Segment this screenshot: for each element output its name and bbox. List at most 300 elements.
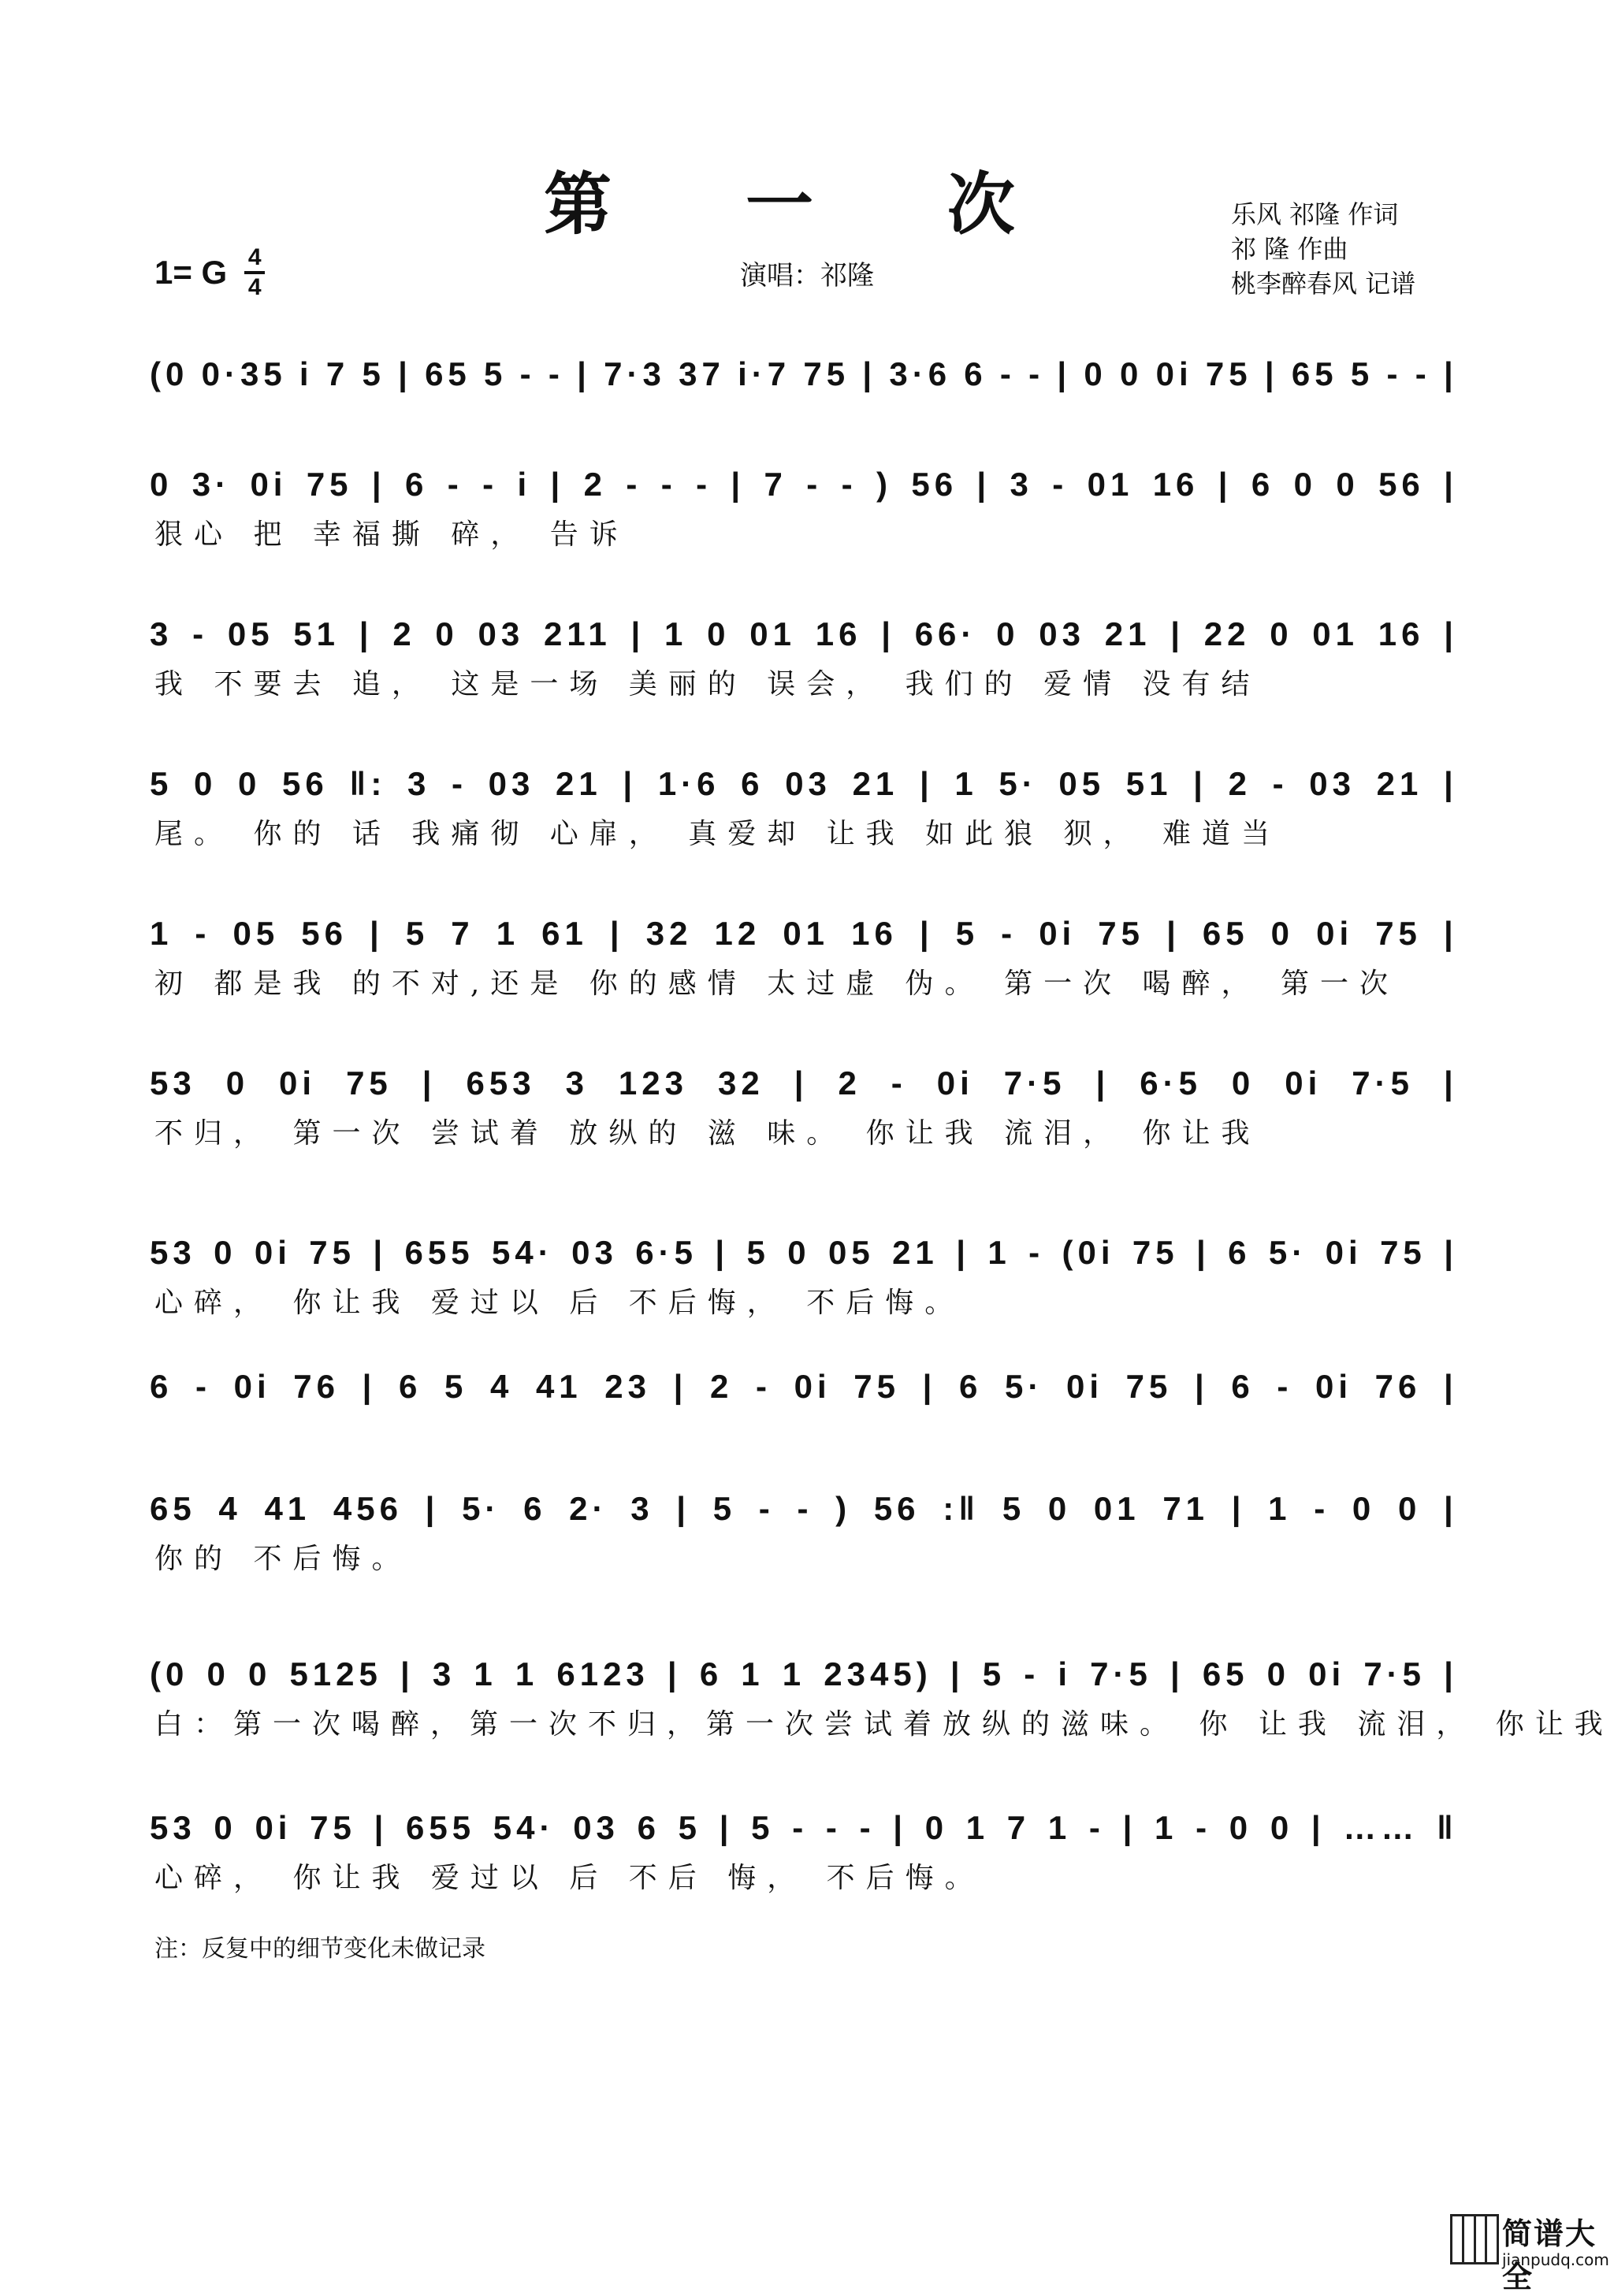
note-group: 6·5 (1140, 1064, 1202, 1102)
lyric-line: 心碎， 你让我 爱过以 后 不后悔， 不后悔。 (154, 1286, 965, 1319)
note-group: 75 (1380, 1234, 1426, 1271)
note-group: 7·3 (604, 355, 666, 392)
note-group: 21 (556, 765, 602, 802)
note-group: 0 (247, 1655, 272, 1692)
key-signature (154, 246, 265, 299)
notation-line (150, 347, 1458, 402)
credits-block (1231, 197, 1483, 301)
note-group: 7·5 (1352, 1064, 1414, 1102)
note-group: 0i (254, 1234, 292, 1271)
notation-line (150, 457, 1458, 512)
note-group: 56 (282, 765, 329, 802)
note-group: (0i (1062, 1234, 1115, 1271)
note-group: 0 (1084, 355, 1107, 392)
footnote: 注：反复中的细节变化未做记录 (154, 1935, 485, 1963)
note-group: i·7 (738, 355, 791, 392)
barline: | (1166, 915, 1181, 952)
note-group: - (756, 1368, 772, 1405)
barline: ‖: (349, 765, 387, 802)
note-group: 0i (1285, 1064, 1322, 1102)
note-group: 6 (959, 1368, 983, 1405)
barline: | (398, 355, 412, 392)
note-group: 1 (496, 915, 520, 952)
note-group: 65 (425, 355, 471, 392)
note-group: - (696, 466, 712, 503)
piano-keys-icon (1450, 2214, 1499, 2264)
note-group: 56 (911, 466, 958, 503)
note-group: 0i (1308, 1655, 1346, 1692)
note-group: - (1001, 915, 1017, 952)
score-system (150, 607, 1458, 701)
note-group: 456 (333, 1490, 403, 1527)
lyric-line: 尾。 你的 话 我痛彻 心扉， 真爱却 让我 如此狼 狈， 难道当 (154, 817, 1281, 850)
note-group: 0 (1047, 1490, 1072, 1527)
note-group: 16 (1152, 466, 1199, 503)
note-group: 54· (493, 1809, 556, 1846)
note-group: 6 (405, 466, 429, 503)
barline: | (893, 1809, 908, 1846)
note-group: 2· (569, 1490, 608, 1527)
score-system (150, 906, 1458, 1001)
note-group: 7 (325, 355, 350, 392)
note-group: 1 (1047, 1809, 1072, 1846)
note-group: 0i (250, 466, 288, 503)
barline: | (976, 466, 991, 503)
note-group: 01 (1093, 1490, 1140, 1527)
note-group: 16 (815, 615, 862, 652)
transcriber-credit: 桃李醉春风 记谱 (1231, 269, 1416, 299)
note-group: 0i (794, 1368, 831, 1405)
note-group: 61 (541, 915, 588, 952)
barline: | (1444, 615, 1458, 652)
note-group: 6 (399, 1368, 422, 1405)
note-group: 16 (1378, 615, 1425, 652)
watermark-url: jianpudq.com (1502, 2250, 1609, 2269)
note-group: 01 (1312, 615, 1359, 652)
note-group: 5 (405, 915, 430, 952)
note-group: 6 (150, 1368, 173, 1405)
barline: | (919, 915, 934, 952)
note-group: 2 (392, 615, 416, 652)
barline: | (1170, 1655, 1184, 1692)
barline: | (550, 466, 565, 503)
score-system (150, 756, 1458, 851)
note-group: ) (835, 1490, 852, 1527)
note-group: 0 (996, 615, 1020, 652)
note-group: 0 (1270, 1809, 1294, 1846)
barline: | (374, 1809, 389, 1846)
note-group: 2345) (824, 1655, 932, 1692)
note-group: 1 (782, 1655, 806, 1692)
note-group: 0i (1315, 1368, 1353, 1405)
note-group: 0 (1397, 1490, 1422, 1527)
note-group: 0 (214, 1809, 237, 1846)
note-group: 5 (150, 765, 173, 802)
note-group: - (999, 355, 1016, 392)
note-group: - (891, 1064, 907, 1102)
note-group: 0 (225, 1064, 250, 1102)
lyric-line: 我 不要去 追， 这是一场 美丽的 误会， 我们的 爱情 没有结 (154, 667, 1261, 700)
note-group: …… (1343, 1809, 1419, 1846)
note-group: 5 (1002, 1490, 1026, 1527)
note-group: 0 (1229, 1809, 1253, 1846)
note-group: 03 (488, 765, 535, 802)
note-group: 123 (618, 1064, 688, 1102)
score-system (150, 1359, 1458, 1454)
note-group: 0 (150, 466, 173, 503)
note-group: 75 (1132, 1234, 1179, 1271)
barline: | (881, 615, 895, 652)
barline: | (362, 1368, 377, 1405)
lyric-line: 心碎， 你让我 爱过以 后 不后 悔， 不后悔。 (154, 1861, 984, 1894)
barline: | (1311, 1809, 1326, 1846)
note-group: 0 (1293, 466, 1317, 503)
note-group: 1 (474, 1655, 497, 1692)
notation-line (150, 1056, 1458, 1111)
note-group: 65 (1291, 355, 1338, 392)
note-group: 65 (1202, 915, 1249, 952)
note-group: 6 (699, 1655, 723, 1692)
note-group: 655 (404, 1234, 474, 1271)
note-group: 03 (573, 1809, 619, 1846)
note-group: 05 (232, 915, 280, 952)
key-label: 1= G (154, 254, 228, 291)
note-group: - (1277, 1368, 1293, 1405)
notation-line (150, 1647, 1458, 1702)
note-group: 21 (1376, 765, 1423, 802)
note-group: 211 (544, 615, 612, 652)
score-system (150, 1481, 1458, 1576)
note-group: 3 (432, 1655, 456, 1692)
barline: | (1195, 1368, 1209, 1405)
barline: | (1193, 765, 1207, 802)
barline: | (1444, 1655, 1458, 1692)
note-group: 7 (451, 915, 474, 952)
watermark-name: 简谱大全 (1502, 2216, 1597, 2294)
note-group: 6 (964, 355, 987, 392)
lyric-line (150, 1414, 1458, 1454)
barline: | (370, 915, 384, 952)
note-group: 75 (1098, 915, 1144, 952)
note-group: 6 (637, 1809, 660, 1846)
note-group: 76 (293, 1368, 340, 1405)
score-system (150, 1056, 1458, 1150)
note-group: 16 (851, 915, 898, 952)
note-group: 6123 (556, 1655, 649, 1692)
note-group: 2 (1228, 765, 1251, 802)
barline: | (1122, 1809, 1137, 1846)
note-group: 0 (924, 1809, 949, 1846)
note-group: 6 (523, 1490, 547, 1527)
note-group: 65 (1202, 1655, 1249, 1692)
note-group: 0 (1336, 466, 1359, 503)
note-group: - (451, 765, 467, 802)
note-group: 0 (707, 615, 731, 652)
note-group: 5 (1350, 355, 1374, 392)
note-group: - (797, 1490, 813, 1527)
barline: | (1444, 1234, 1458, 1271)
note-group: - (825, 1809, 842, 1846)
note-group: - (758, 1490, 775, 1527)
barline: | (425, 1490, 440, 1527)
note-group: 0i (1039, 915, 1077, 952)
notation-line (150, 756, 1458, 812)
note-group: 21 (892, 1234, 939, 1271)
notation-line (150, 1800, 1458, 1856)
note-group: - (195, 915, 211, 952)
barline: | (1170, 615, 1184, 652)
note-group: 0 (206, 1655, 230, 1692)
note-group: 653 (466, 1064, 536, 1102)
note-group: 3 (565, 1064, 589, 1102)
notation-line (150, 906, 1458, 961)
score-system (150, 457, 1458, 552)
barline: | (577, 355, 591, 392)
note-group: i (299, 355, 314, 392)
note-group: - (1028, 1234, 1045, 1271)
note-group: 3·6 (889, 355, 952, 392)
note-group: 75 (309, 1234, 355, 1271)
note-group: 75 (1375, 915, 1422, 952)
barline: | (950, 1655, 965, 1692)
note-group: 5· (999, 765, 1038, 802)
note-group: 0 (787, 1234, 811, 1271)
note-group: 6 (1231, 1368, 1255, 1405)
note-group: (0 (150, 1655, 189, 1692)
note-group: 7 (764, 466, 787, 503)
note-group: - (1386, 355, 1403, 392)
note-group: 5 (712, 1490, 737, 1527)
note-group: 71 (1162, 1490, 1210, 1527)
note-group: 0 (1120, 355, 1144, 392)
note-group: 2 (583, 466, 607, 503)
note-group: 2 (838, 1064, 861, 1102)
note-group: 7 (1006, 1809, 1031, 1846)
note-group: 56 (1378, 466, 1425, 503)
note-group: 5 (751, 1809, 775, 1846)
note-group: (0 (150, 355, 189, 392)
barline: | (673, 1368, 688, 1405)
note-group: i (517, 466, 532, 503)
barline: | (862, 355, 877, 392)
notation-line (150, 607, 1458, 662)
barline: | (731, 466, 746, 503)
barline: | (630, 615, 645, 652)
note-group: 03 (785, 765, 831, 802)
note-group: - (1196, 1809, 1212, 1846)
note-group: 75 (310, 1809, 356, 1846)
note-group: 1 (664, 615, 688, 652)
note-group: 5 (746, 1234, 770, 1271)
note-group: 1 (515, 1655, 539, 1692)
singer-credit: 演唱：祁隆 (740, 260, 874, 292)
barline: | (1196, 1234, 1210, 1271)
note-group: - (1415, 355, 1431, 392)
note-group: 0 (1231, 1064, 1255, 1102)
note-group: 05 (227, 615, 274, 652)
note-group: 51 (1125, 765, 1173, 802)
note-group: - (192, 615, 209, 652)
composer-credit: 祁 隆 作曲 (1231, 234, 1348, 264)
note-group: 03 (478, 615, 525, 652)
note-group: 1 (987, 1234, 1011, 1271)
note-group: 51 (293, 615, 340, 652)
note-group: 0i (1316, 915, 1354, 952)
note-group: 03 (1039, 615, 1085, 652)
note-group: 6 (1228, 1234, 1251, 1271)
note-group: 655 (406, 1809, 476, 1846)
barline: | (373, 1234, 388, 1271)
barline: | (676, 1490, 691, 1527)
lyric-line: 狠心 把 幸福撕 碎， 告诉 (154, 518, 629, 551)
note-group: 5 (484, 355, 508, 392)
note-group: 7·5 (1003, 1064, 1066, 1102)
note-group: 01 (783, 915, 830, 952)
score-system (150, 1647, 1614, 1741)
note-group: 7·5 (1363, 1655, 1426, 1692)
barline: ‖ (1437, 1809, 1458, 1846)
note-group: 75 (1205, 355, 1252, 392)
note-group: 5 (982, 1655, 1006, 1692)
barline: | (1444, 1490, 1458, 1527)
note-group: 0i (1155, 355, 1193, 392)
barline: | (609, 915, 624, 952)
note-group: 5· (1005, 1368, 1044, 1405)
note-group: 4 (489, 1368, 514, 1405)
note-group: 1 (954, 765, 978, 802)
note-group: - (1314, 1490, 1330, 1527)
barline: | (623, 765, 638, 802)
note-group: 53 (150, 1064, 196, 1102)
note-group: 53 (150, 1234, 196, 1271)
note-group: - (482, 466, 499, 503)
note-group: 1 (150, 915, 173, 952)
note-group: 2 (710, 1368, 734, 1405)
note-group: - (1272, 765, 1289, 802)
barline: :‖ (943, 1490, 980, 1527)
note-group: - (806, 466, 823, 503)
note-group: 5 (955, 915, 980, 952)
barline: | (794, 1064, 809, 1102)
barline: | (919, 765, 934, 802)
note-group: 0i (255, 1809, 292, 1846)
note-group: 53 (150, 1809, 196, 1846)
note-group: 03 (571, 1234, 618, 1271)
barline: | (1264, 355, 1279, 392)
barline: | (400, 1655, 415, 1692)
note-group: 37 (679, 355, 725, 392)
note-group: 3 (150, 615, 173, 652)
note-group: 0i (936, 1064, 974, 1102)
note-group: - (626, 466, 642, 503)
note-group: - (548, 355, 564, 392)
note-group: 0i (233, 1368, 271, 1405)
note-group: 1·6 (657, 765, 720, 802)
note-group: - (660, 466, 677, 503)
note-group: 1 (965, 1809, 990, 1846)
notation-line (150, 1225, 1458, 1280)
note-group: 41 (535, 1368, 582, 1405)
note-group: 3· (192, 466, 232, 503)
note-group: 6·5 (635, 1234, 697, 1271)
note-group: 0 (1352, 1490, 1376, 1527)
note-group: 75 (803, 355, 850, 392)
note-group: 0i (1325, 1234, 1363, 1271)
note-group: 05 (1058, 765, 1106, 802)
note-group: 3 (630, 1490, 654, 1527)
note-group: 6 (1251, 466, 1275, 503)
note-group: 32 (645, 915, 693, 952)
barline: | (1443, 355, 1458, 392)
note-group: - (1088, 1809, 1105, 1846)
barline: | (1057, 355, 1072, 392)
note-group: 7·5 (1090, 1655, 1152, 1692)
note-group: 1 (1268, 1490, 1292, 1527)
song-title: 第 一 次 (544, 165, 1070, 244)
note-group: i (1058, 1655, 1072, 1692)
score-system (150, 347, 1458, 441)
note-group: - (447, 466, 463, 503)
note-group: 05 (827, 1234, 875, 1271)
note-group: 56 (873, 1490, 920, 1527)
barline: | (359, 615, 374, 652)
note-group: 75 (346, 1064, 392, 1102)
note-group: 5 (678, 1809, 701, 1846)
barline: | (1095, 1064, 1110, 1102)
note-group: - (859, 1809, 876, 1846)
note-group: 0 (1270, 915, 1295, 952)
note-group: 01 (749, 615, 796, 652)
lyric-line: 初 都是我 的不对,还是 你的感情 太过虚 伪。 第一次 喝醉， 第一次 (154, 967, 1399, 1000)
note-group: 01 (1087, 466, 1134, 503)
note-group: 32 (717, 1064, 764, 1102)
note-group: ) (876, 466, 892, 503)
barline: | (715, 1234, 730, 1271)
note-group: 0·35 (201, 355, 287, 392)
note-group: 1 (1155, 1809, 1178, 1846)
note-group: 21 (1104, 615, 1151, 652)
note-group: - (195, 1368, 211, 1405)
note-group: 3 (1010, 466, 1033, 503)
barline: | (1444, 1368, 1458, 1405)
note-group: 03 (1309, 765, 1356, 802)
note-group: 56 (301, 915, 348, 952)
barline: | (1443, 915, 1458, 952)
note-group: 0 (214, 1234, 237, 1271)
note-group: - (792, 1809, 809, 1846)
lyric-line: 白：第一次喝醉，第一次不归，第一次尝试着放纵的滋味。 你 让我 流泪， 你让我 (154, 1707, 1614, 1741)
barline: | (1444, 466, 1458, 503)
barline: | (1231, 1490, 1246, 1527)
lyric-line: 你的 不后悔。 (154, 1542, 411, 1575)
note-group: 23 (604, 1368, 652, 1405)
barline: | (667, 1655, 682, 1692)
note-group: 5· (462, 1490, 501, 1527)
barline: | (422, 1064, 437, 1102)
time-signature (244, 246, 265, 299)
lyricist-credit: 乐风 祁隆 作词 (1231, 199, 1399, 229)
note-group: 0 (194, 765, 218, 802)
note-group: - (1052, 466, 1069, 503)
note-group: 54· (492, 1234, 554, 1271)
note-group: 75 (1125, 1368, 1173, 1405)
note-group: 21 (852, 765, 899, 802)
note-group: - (1024, 1655, 1040, 1692)
site-watermark (1450, 2206, 1609, 2294)
note-group: 0 (238, 765, 262, 802)
note-group: 6 (741, 765, 764, 802)
barline: | (719, 1809, 734, 1846)
